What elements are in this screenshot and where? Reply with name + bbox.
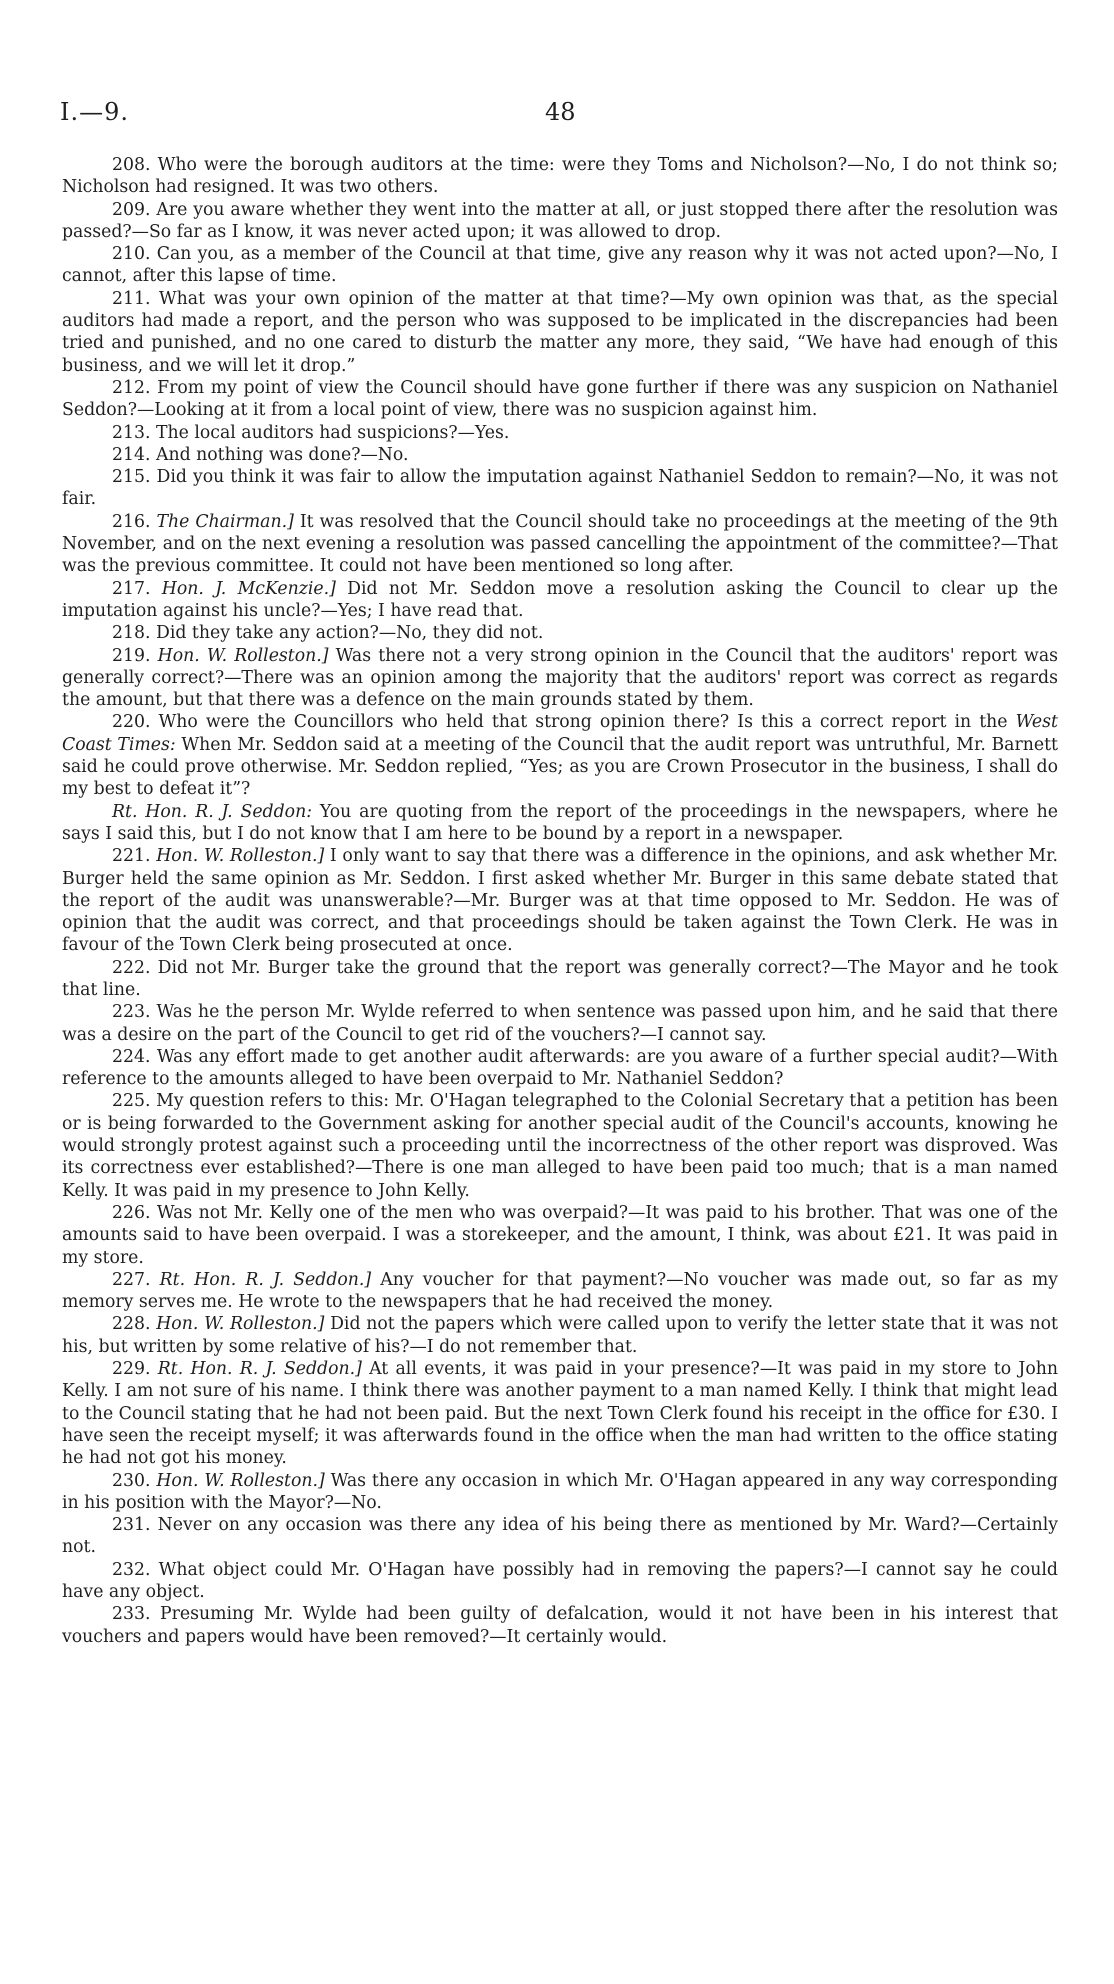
- paragraph-text: What was your own opinion of the matter at that time?—My own opinion was that, as the special auditors had made a report, and the person who was supposed to be implicated in the discrepancies had been tried and punished, and no one cared to disturb the matter any more, they said, “We have had enough of this business, and we will let it drop.”: [62, 288, 1058, 376]
- question-number: 212.: [112, 377, 151, 398]
- paragraph-text: Was there not a very strong opinion in the Council that the auditors' report was generally correct?—There was an opinion among the majority that the auditors' report was correct as regards the amount, but that there was a defence on the main grounds stated by them.: [62, 645, 1058, 711]
- testimony-paragraph: [62, 154, 1058, 199]
- question-number: 211.: [112, 288, 151, 309]
- paragraph-text: What object could Mr. O'Hagan have possibly had in removing the papers?—I cannot say he could have any object.: [62, 1559, 1058, 1602]
- paragraph-text: My question refers to this: Mr. O'Hagan telegraphed to the Colonial Secretary that a petition has been or is being forwarded to the Government asking for another special audit of the Council's accounts, knowing he would strongly protest against such a proceeding until the incorrectness of the other report was disproved. Was its correctness ever established?—There is one man alleged to have been paid too much; that is a man named Kelly. It was paid in my presence to John Kelly.: [62, 1091, 1058, 1201]
- testimony-paragraph: [62, 422, 1058, 444]
- speaker-name: The Chairman.]: [156, 511, 294, 532]
- testimony-paragraph: [62, 1358, 1058, 1469]
- paragraph-text: The local auditors had suspicions?—Yes.: [155, 422, 510, 443]
- paragraph-text-continued: When Mr. Seddon said at a meeting of the Council that the audit report was untruthful, Mr. Barnett said he could prove otherwise. Mr. Seddon replied, “Yes; as you are Crown Prosecutor in the business, I shall do my best to defeat it”?: [62, 734, 1058, 800]
- testimony-paragraph: [62, 711, 1058, 800]
- document-reference: I.—9.: [60, 98, 130, 126]
- paragraph-text: Any voucher for that payment?—No voucher was made out, so far as my memory serves me. He wrote to the newspapers that he had received the money.: [62, 1269, 1058, 1313]
- paragraph-text: Who were the borough auditors at the time: were they Toms and Nicholson?—No, I do not think so; Nicholson had resigned. It was two others.: [62, 155, 1058, 198]
- question-number: 216.: [112, 511, 151, 532]
- paragraph-text: It was resolved that the Council should take no proceedings at the meeting of the 9th November, and on the next evening a resolution was passed cancelling the appointment of the committee?—That was the previous committee. It could not have been mentioned so long after.: [62, 511, 1059, 577]
- question-number: 213.: [112, 422, 151, 443]
- question-number: 217.: [112, 578, 151, 599]
- testimony-paragraph: [62, 578, 1058, 623]
- testimony-paragraph: [62, 1202, 1058, 1269]
- paragraph-text: Presuming Mr. Wylde had been guilty of defalcation, would it not have been in his interest that vouchers and papers would have been removed?—It certainly would.: [62, 1604, 1058, 1647]
- page-header: [0, 98, 1114, 134]
- testimony-paragraph: [62, 957, 1058, 1002]
- question-number: 230.: [112, 1470, 151, 1491]
- speaker-name: Hon. W. Rolleston.]: [156, 846, 325, 867]
- testimony-paragraph: [62, 444, 1058, 466]
- testimony-paragraph: [62, 1269, 1058, 1314]
- question-number: 222.: [112, 957, 151, 978]
- paragraph-text: Did not the papers which were called upon to verify the letter state that it was not his, but written by some relative of his?—I do not remember that.: [62, 1314, 1058, 1357]
- question-number: 229.: [112, 1359, 151, 1380]
- publication-name: West Coast Times:: [62, 712, 1058, 755]
- question-number: 215.: [112, 467, 151, 488]
- question-number: 228.: [112, 1314, 151, 1335]
- question-number: 233.: [112, 1604, 151, 1625]
- paragraph-text: Did they take any action?—No, they did not.: [155, 623, 544, 644]
- question-number: 226.: [112, 1202, 151, 1223]
- question-number: 220.: [112, 712, 151, 733]
- question-number: 208.: [112, 155, 151, 175]
- testimony-paragraph: [62, 1090, 1058, 1201]
- question-number: 231.: [112, 1515, 151, 1536]
- testimony-paragraph: [62, 622, 1058, 644]
- document-body: [62, 154, 1058, 1648]
- testimony-paragraph: [62, 845, 1058, 956]
- question-number: 225.: [112, 1091, 151, 1112]
- testimony-paragraph: [62, 466, 1058, 511]
- page-number: 48: [545, 98, 576, 126]
- question-number: 209.: [112, 199, 151, 220]
- paragraph-text: Did you think it was fair to allow the imputation against Nathaniel Seddon to remain?—No, it was not fair.: [62, 467, 1058, 510]
- paragraph-text: Did not Mr. Seddon move a resolution asking the Council to clear up the imputation against his uncle?—Yes; I have read that.: [62, 578, 1058, 621]
- paragraph-text: Can you, as a member of the Council at that time, give any reason why it was not acted upon?—No, I cannot, after this lapse of time.: [62, 244, 1059, 287]
- speaker-name: Rt. Hon. R. J. Seddon.]: [157, 1359, 362, 1380]
- speaker-name: Hon. W. Rolleston.]: [156, 1470, 325, 1491]
- paragraph-text: Who were the Councillors who held that strong opinion there? Is this a correct report in the: [158, 712, 1008, 733]
- speaker-name: Rt. Hon. R. J. Seddon:: [112, 801, 313, 822]
- paragraph-text: Was there any occasion in which Mr. O'Hagan appeared in any way corresponding in his position with the Mayor?—No.: [62, 1470, 1058, 1513]
- question-number: 218.: [112, 623, 151, 644]
- question-number: 232.: [112, 1559, 151, 1580]
- paragraph-text: Never on any occasion was there any idea of his being there as mentioned by Mr. Ward?—Certainly not.: [62, 1515, 1058, 1558]
- testimony-paragraph: [62, 199, 1058, 244]
- speaker-name: Hon. W. Rolleston.]: [157, 645, 329, 666]
- paragraph-text: Did not Mr. Burger take the ground that the report was generally correct?—The Mayor and he took that line.: [62, 957, 1059, 1000]
- testimony-paragraph: [62, 1313, 1058, 1358]
- paragraph-text: From my point of view the Council should have gone further if there was any suspicion on Nathaniel Seddon?—Looking at it from a local point of view, there was no suspicion against him.: [62, 377, 1058, 421]
- testimony-paragraph: [62, 801, 1058, 846]
- testimony-paragraph: [62, 288, 1058, 377]
- paragraph-text: I only want to say that there was a difference in the opinions, and ask whether Mr. Burger held the same opinion as Mr. Seddon. I first asked whether Mr. Burger in this same debate stated that the report of the audit was unanswerable?—Mr. Burger was at that time opposed to Mr. Seddon. He was of opinion that the audit was correct, and that proceedings should be taken against the Town Clerk. He was in favour of the Town Clerk being prosecuted at once.: [62, 846, 1058, 956]
- speaker-name: Hon. W. Rolleston.]: [156, 1314, 325, 1335]
- testimony-paragraph: [62, 1514, 1058, 1559]
- paragraph-text: Are you aware whether they went into the matter at all, or just stopped there after the resolution was passed?—So far as I know, it was never acted upon; it was allowed to drop.: [62, 199, 1058, 242]
- question-number: 221.: [112, 846, 151, 867]
- question-number: 224.: [112, 1046, 151, 1067]
- question-number: 214.: [112, 444, 151, 465]
- question-number: 223.: [112, 1002, 151, 1023]
- paragraph-text: Was he the person Mr. Wylde referred to when sentence was passed upon him, and he said that there was a desire on the part of the Council to get rid of the vouchers?—I cannot say.: [62, 1002, 1058, 1045]
- speaker-name: Rt. Hon. R. J. Seddon.]: [159, 1269, 372, 1290]
- speaker-name: Hon. J. McKenzie.]: [161, 578, 336, 599]
- testimony-paragraph: [62, 1046, 1058, 1091]
- testimony-paragraph: [62, 1603, 1058, 1648]
- paragraph-text: You are quoting from the report of the proceedings in the newspapers, where he says I said this, but I do not know that I am here to be bound by a report in a newspaper.: [62, 801, 1059, 844]
- question-number: 219.: [112, 645, 151, 666]
- testimony-paragraph: [62, 511, 1058, 578]
- paragraph-text: And nothing was done?—No.: [155, 444, 409, 465]
- paragraph-text: Was not Mr. Kelly one of the men who was overpaid?—It was paid to his brother. That was one of the amounts said to have been overpaid. I was a storekeeper, and the amount, I think, was about £21. It was paid in my store.: [62, 1202, 1058, 1268]
- testimony-paragraph: [62, 1470, 1058, 1515]
- question-number: 210.: [112, 244, 151, 265]
- paragraph-text: At all events, it was paid in your presence?—It was paid in my store to John Kelly. I am not sure of his name. I think there was another payment to a man named Kelly. I think that might lead to the Council stating that he had not been paid. But the next Town Clerk found his receipt in the office for £30. I have seen the receipt myself; it was afterwards found in the office when the man had written to the office stating he had not got his money.: [62, 1359, 1058, 1469]
- testimony-paragraph: [62, 1001, 1058, 1046]
- testimony-paragraph: [62, 1559, 1058, 1604]
- testimony-paragraph: [62, 243, 1058, 288]
- testimony-paragraph: [62, 377, 1058, 422]
- question-number: 227.: [112, 1269, 151, 1290]
- testimony-paragraph: [62, 645, 1058, 712]
- paragraph-text: Was any effort made to get another audit afterwards: are you aware of a further special audit?—With reference to the amounts alleged to have been overpaid to Mr. Nathaniel Seddon?: [62, 1046, 1058, 1090]
